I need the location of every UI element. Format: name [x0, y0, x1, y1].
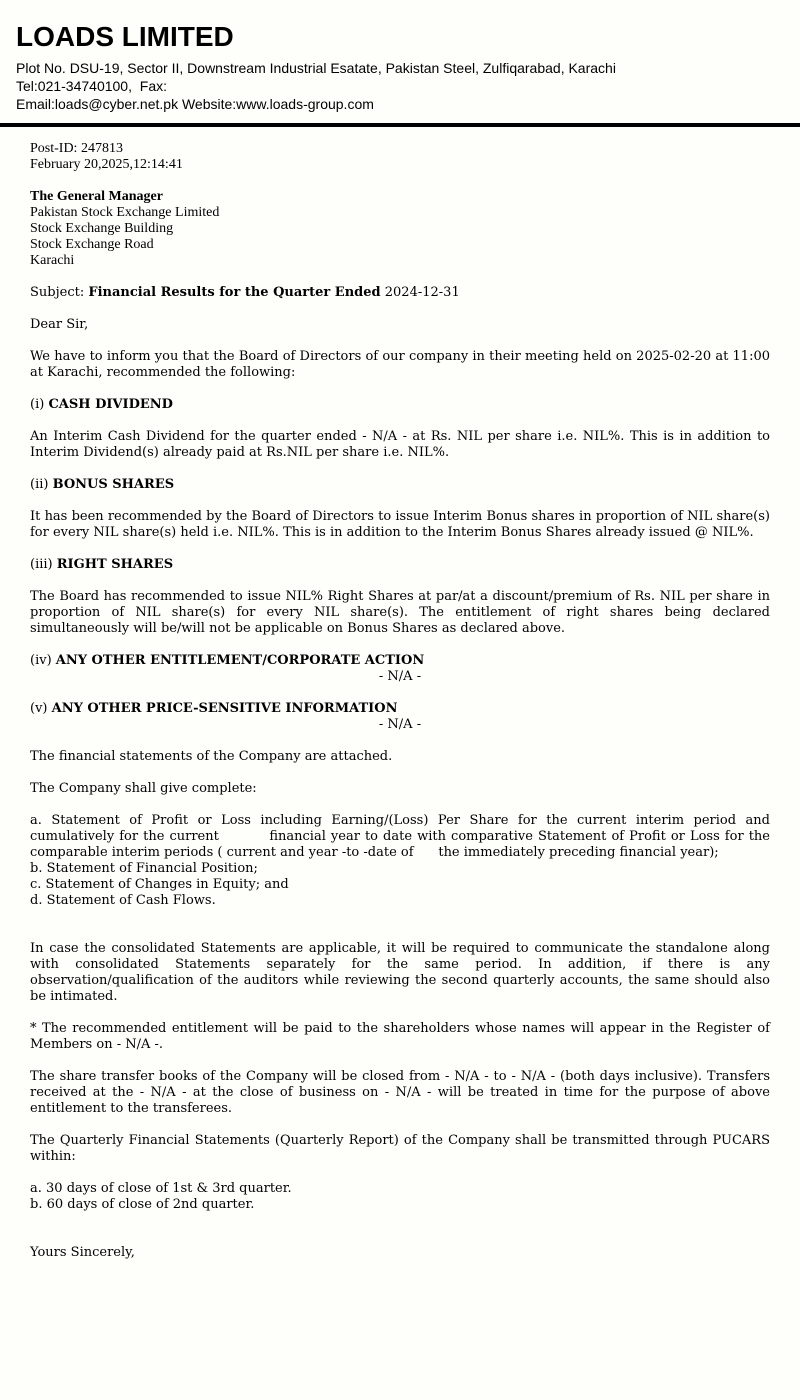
recipient-line-city: Karachi: [30, 252, 75, 268]
entitlement-note: * The recommended entitlement will be paid to the shareholders whose names will appear in the Register of Members on - N/A -.: [30, 1020, 770, 1052]
na-value: - N/A -: [378, 716, 422, 732]
post-id: Post-ID: 247813: [30, 140, 123, 156]
section-body-bonus-shares: It has been recommended by the Board of Directors to issue Interim Bonus shares in proportion of NIL share(s) for every NIL share(s) held i.e. NIL%. This is in addition to the Interim Bonus Shares already issued @ NIL%.: [30, 508, 770, 540]
statement-item-c: c. Statement of Changes in Equity; and: [30, 876, 289, 892]
company-name: LOADS LIMITED: [16, 21, 234, 52]
subject-emphasis: Financial Results for the Quarter Ended: [88, 284, 381, 300]
section-number: (iii): [30, 556, 57, 572]
section-title: RIGHT SHARES: [56, 556, 174, 572]
statement-list: [30, 813, 770, 909]
section-number: (ii): [30, 476, 53, 492]
letterhead: [0, 0, 800, 113]
subject-line: [30, 285, 770, 301]
statement-item-b: b. Statement of Financial Position;: [30, 860, 258, 876]
section-title: CASH DIVIDEND: [48, 396, 173, 412]
section-number: (iv): [30, 652, 56, 668]
complete-note: The Company shall give complete:: [30, 780, 257, 796]
section-title: ANY OTHER PRICE-SENSITIVE INFORMATION: [51, 700, 398, 716]
company-email-website-line: Email:loads@cyber.net.pk Website:www.loads-group.com: [16, 95, 374, 112]
letter-body: [0, 127, 800, 1261]
post-meta: [30, 141, 770, 173]
salutation: Dear Sir,: [30, 316, 89, 332]
books-closure-paragraph: The share transfer books of the Company will be closed from - N/A - to - N/A - (both days inclusive). Transfers received at the - N/A - at the close of business on - N/A - will be treated in time for the purpose of above entitlement to the transferees.: [30, 1068, 770, 1116]
recipient-block: [30, 189, 770, 269]
recipient-line-building: Stock Exchange Building: [30, 220, 174, 236]
na-value: - N/A -: [378, 668, 422, 684]
quarter-deadline-item-a: a. 30 days of close of 1st & 3rd quarter.: [30, 1180, 292, 1196]
section-body-cash-dividend: An Interim Cash Dividend for the quarter ended - N/A - at Rs. NIL per share i.e. NIL%. This is in addition to Interim Dividend(s) already paid at Rs.NIL per share i.e. NIL%.: [30, 428, 770, 460]
section-number: (i): [30, 396, 49, 412]
pucars-paragraph: The Quarterly Financial Statements (Quarterly Report) of the Company shall be transmitted through PUCARS within:: [30, 1132, 770, 1164]
post-timestamp: February 20,2025,12:14:41: [30, 156, 183, 172]
quarter-deadline-list: [30, 1181, 770, 1213]
statement-item-a: a. Statement of Profit or Loss including Earning/(Loss) Per Share for the current interim period and cumulatively for the current financial year to date with comparative Statement of Profit or Loss for the comparable interim periods ( current and year -to -date of the immediately preceding financial year);: [30, 812, 770, 860]
section-body-right-shares: The Board has recommended to issue NIL% Right Shares at par/at a discount/premium of Rs. NIL per share in proportion of NIL share(s) for every NIL share(s). The entitlement of right shares being declared simultaneously will be/will not be applicable on Bonus Shares as declared above.: [30, 588, 770, 636]
section-heading-cash-dividend: [30, 397, 770, 413]
section-other-entitlement: [30, 653, 770, 685]
section-title: ANY OTHER ENTITLEMENT/CORPORATE ACTION: [55, 652, 425, 668]
section-heading-price-sensitive: [30, 701, 770, 717]
quarter-deadline-item-b: b. 60 days of close of 2nd quarter.: [30, 1196, 255, 1212]
subject-prefix: Subject:: [30, 284, 89, 300]
section-title: BONUS SHARES: [52, 476, 175, 492]
subject-date: 2024-12-31: [380, 284, 460, 300]
intro-paragraph: We have to inform you that the Board of Directors of our company in their meeting held on 2025-02-20 at 11:00 at Karachi, recommended the following:: [30, 348, 770, 380]
recipient-line-road: Stock Exchange Road: [30, 236, 154, 252]
attached-note: The financial statements of the Company are attached.: [30, 748, 393, 764]
section-price-sensitive: [30, 701, 770, 733]
consolidated-paragraph: In case the consolidated Statements are applicable, it will be required to communicate the standalone along with consolidated Statements separately for the same period. In addition, if there is any observation/qualification of the auditors while reviewing the second quarterly accounts, the same should also be intimated.: [30, 940, 770, 1004]
section-heading-right-shares: [30, 557, 770, 573]
company-address-line: Plot No. DSU-19, Sector II, Downstream Industrial Esatate, Pakistan Steel, Zulfiqarabad, Karachi: [16, 59, 616, 76]
recipient-title: The General Manager: [30, 188, 163, 204]
statement-item-d: d. Statement of Cash Flows.: [30, 892, 216, 908]
section-number: (v): [30, 700, 52, 716]
recipient-line-company: Pakistan Stock Exchange Limited: [30, 204, 220, 220]
section-heading-bonus-shares: [30, 477, 770, 493]
section-heading-other-entitlement: [30, 653, 770, 669]
closing: Yours Sincerely,: [30, 1244, 135, 1260]
company-phone-fax-line: Tel:021-34740100, Fax:: [16, 77, 167, 94]
